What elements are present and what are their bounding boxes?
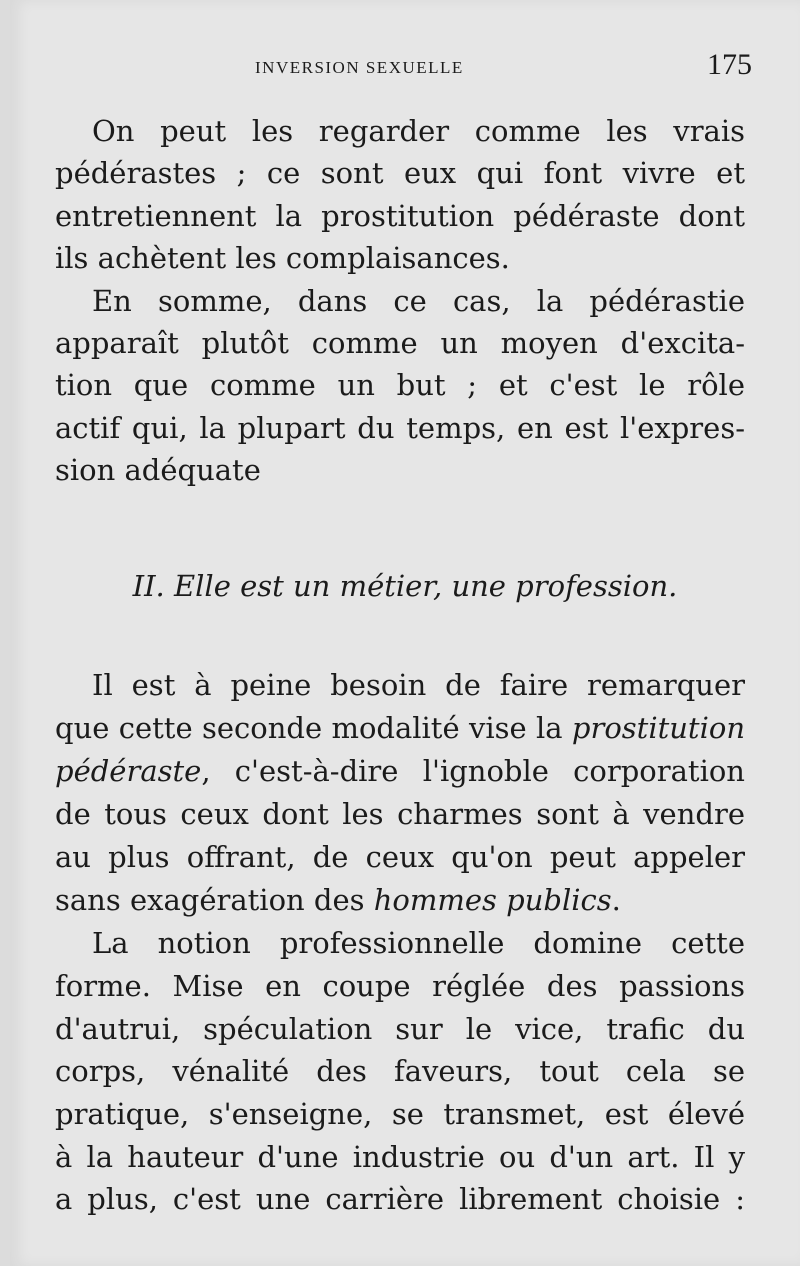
text-line: d'autrui, spéculation sur le vice, trafic du <box>55 1012 745 1046</box>
text-line: pédérastes ; ce sont eux qui font vivre et <box>55 156 745 190</box>
text-line: pratique, s'enseigne, se transmet, est élevé <box>55 1097 745 1131</box>
text-line: En somme, dans ce cas, la pédérastie <box>92 284 745 318</box>
text-line: On peut les regarder comme les vrais <box>92 114 745 148</box>
text-span: que cette seconde modalité vise la <box>55 711 572 745</box>
emphasis-span: pédéraste <box>55 754 202 788</box>
text-span: sans exagération des <box>55 883 374 917</box>
page-header <box>0 40 800 90</box>
text-span: , c'est-à-dire l'ignoble corporation <box>201 754 745 788</box>
text-span: . <box>611 883 621 917</box>
text-line: corps, vénalité des faveurs, tout cela se <box>55 1054 745 1088</box>
text-line: La notion professionnelle domine cette <box>92 926 745 960</box>
text-line <box>55 707 745 749</box>
text-line <box>55 879 745 921</box>
text-line: Il est à peine besoin de faire remarquer <box>92 668 745 702</box>
text-line: entretiennent la prostitution pédéraste dont <box>55 199 745 233</box>
text-line: tion que comme un but ; et c'est le rôle <box>55 368 745 402</box>
text-line <box>55 750 745 792</box>
emphasis-span: hommes publics <box>373 883 612 917</box>
text-line: à la hauteur d'une industrie ou d'un art. Il y <box>55 1140 745 1174</box>
text-line: a plus, c'est une carrière librement choisie : <box>55 1182 745 1216</box>
page-number: 175 <box>707 48 752 81</box>
section-heading: II. Elle est un métier, une profession. <box>132 569 678 603</box>
text-line: forme. Mise en coupe réglée des passions <box>55 969 745 1003</box>
text-line: sion adéquate <box>55 453 261 487</box>
emphasis-span: prostitution <box>571 711 745 745</box>
running-title: INVERSION SEXUELLE <box>255 58 464 77</box>
text-line: de tous ceux dont les charmes sont à vendre <box>55 797 745 831</box>
text-line: actif qui, la plupart du temps, en est l'expres- <box>55 411 745 445</box>
text-line: ils achètent les complaisances. <box>55 241 510 275</box>
text-line: apparaît plutôt comme un moyen d'excita- <box>55 326 745 360</box>
text-line: au plus offrant, de ceux qu'on peut appeler <box>55 840 745 874</box>
